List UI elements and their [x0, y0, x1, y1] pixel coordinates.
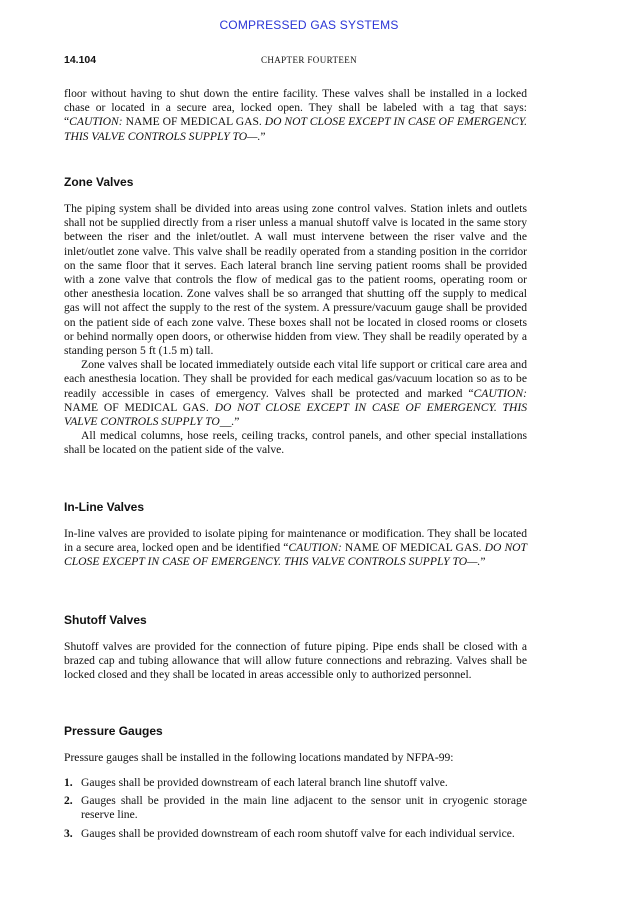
intro-text-1: floor without having to shut down the entire facility. These valves shall be installed in a locked chase or located in a secure area, locked open. They shall be labeled with a tag that says: “ [64, 87, 527, 129]
inline-text-1: In-line valves are provided to isolate piping for maintenance or modification. They shall be located in a secure area, locked open and be identified “ [64, 527, 527, 555]
inline-text-2: NAME OF MEDICAL GAS. [341, 541, 485, 555]
section-heading-pressure-gauges: Pressure Gauges [64, 724, 163, 738]
intro-text-3: ” [260, 129, 266, 143]
list-item-text: Gauges shall be provided in the main line adjacent to the sensor unit in cryogenic storage reserve line. [81, 794, 527, 822]
pressure-gauges-paragraph [64, 751, 527, 765]
list-item-number: 3. [64, 826, 73, 840]
pressure-gauges-text: Pressure gauges shall be installed in the following locations mandated by NFPA-99: [64, 751, 454, 764]
list-item [64, 776, 527, 790]
list-item-number: 2. [64, 794, 73, 808]
caution-warning: DO NOT CLOSE EXCEPT IN CASE OF EMERGENCY. THIS VALVE CONTROLS SUPPLY TO—. [64, 115, 527, 143]
caution-warning: DO NOT CLOSE EXCEPT IN CASE OF EMERGENCY. THIS VALVE CONTROLS SUPPLY TO—. [64, 541, 527, 569]
zone-p2-text-3: ” [234, 415, 240, 429]
page-number: 14.104 [64, 54, 97, 66]
zone-p2-text-2: NAME OF MEDICAL GAS. [64, 400, 215, 414]
zone-p2-text-1: Zone valves shall be located immediately outside each vital life support or critical care area and each anesthesia location. They shall be provided for each medical gas/vacuum location so as to be readily accessible in cases of emergency. Valves shall be protected and marked “ [64, 358, 527, 400]
shutoff-valves-text: Shutoff valves are provided for the connection of future piping. Pipe ends shall be closed with a brazed cap and tubing allowance that will allow future connections and rebrazing. Valves shall be locked closed and they shall be located in areas accessible only to authorized personnel. [64, 640, 527, 682]
zone-valves-paragraph-1: The piping system shall be divided into areas using zone control valves. Station inlets and outlets shall not be supplied directly from a riser unless a manual shutoff valve is located in the same story between the riser and the inlet/outlet. A wall must intervene between the riser valve and the inlet/outlet zone valve. This valve shall be readily operated from a standing position in the corridor on the same floor that it serves. Each lateral branch line serving patient rooms shall be provided with a zone valve that controls the flow of medical gas to the patient rooms, operating room or other anesthesia location. Zone valves shall be so arranged that shutting off the supply to medical gas will not affect the supply to the rest of the system. A pressure/vacuum gauge shall be provided on the patient side of each zone valve. These boxes shall not be located in closed rooms or closets or behind normally open doors, or otherwise hidden from view. They shall be readily operated by a standing person 5 ft (1.5 m) tall. [64, 202, 527, 358]
section-heading-zone-valves: Zone Valves [64, 175, 134, 189]
zone-valves-paragraph-3: All medical columns, hose reels, ceiling tracks, control panels, and other special installations shall be located on the patient side of the valve. [64, 429, 527, 457]
zone-valves-paragraph-2 [64, 358, 527, 429]
zone-valves-body [64, 202, 527, 458]
list-item [64, 794, 527, 822]
list-item-text: Gauges shall be provided downstream of each room shutoff valve for each individual service. [81, 826, 515, 840]
caution-label: CAUTION: [473, 386, 527, 400]
running-head: COMPRESSED GAS SYSTEMS [219, 18, 399, 32]
intro-paragraph [64, 87, 527, 144]
chapter-title: CHAPTER FOURTEEN [260, 55, 358, 65]
list-item-number: 1. [64, 776, 73, 789]
list-item-text: Gauges shall be provided downstream of each lateral branch line shutoff valve. [81, 776, 448, 789]
caution-label: CAUTION: [288, 541, 342, 555]
inline-valves-paragraph [64, 527, 527, 570]
caution-warning: DO NOT CLOSE EXCEPT IN CASE OF EMERGENCY. THIS VALVE CONTROLS SUPPLY TO__. [64, 400, 527, 429]
inline-text-3: ” [480, 555, 486, 569]
intro-text-2: NAME OF MEDICAL GAS. [122, 115, 265, 129]
pressure-gauges-list [64, 776, 527, 841]
shutoff-valves-paragraph [64, 640, 527, 683]
section-heading-inline-valves: In-Line Valves [64, 500, 145, 514]
caution-label: CAUTION: [69, 115, 123, 129]
section-heading-shutoff-valves: Shutoff Valves [64, 613, 147, 627]
list-item [64, 827, 527, 841]
